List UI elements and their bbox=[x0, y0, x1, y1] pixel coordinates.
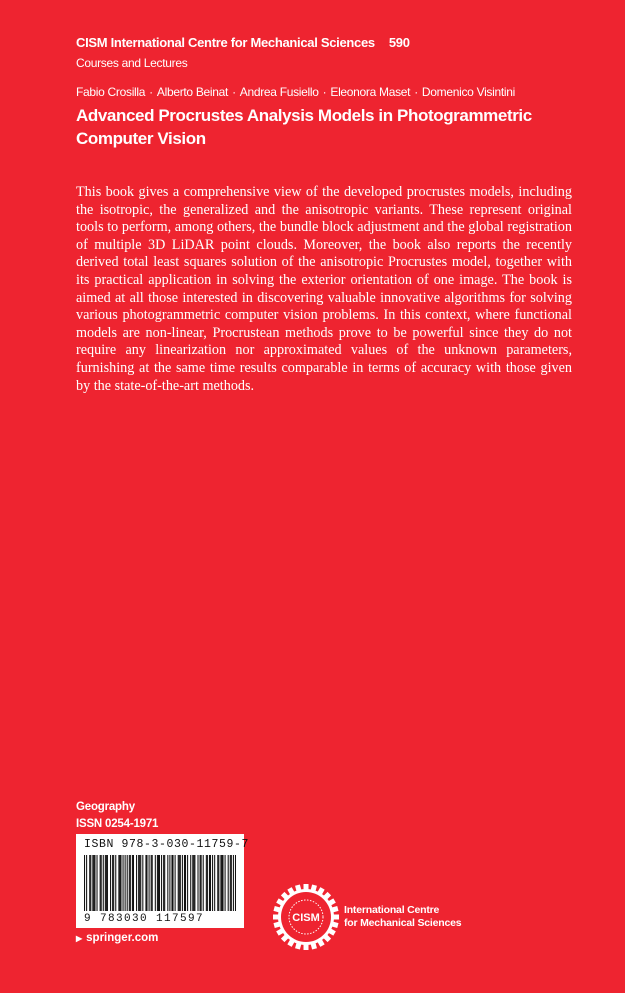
logo-text: CISM bbox=[292, 912, 320, 924]
barcode-bar bbox=[210, 855, 211, 911]
barcode-bar bbox=[96, 855, 97, 911]
barcode-bar bbox=[184, 855, 185, 911]
barcode-bar bbox=[157, 855, 158, 911]
barcode-bar bbox=[125, 855, 126, 911]
barcode-bar bbox=[92, 855, 93, 911]
author-separator: · bbox=[414, 85, 418, 99]
barcode-bar bbox=[187, 855, 188, 911]
barcode-bar bbox=[201, 855, 202, 911]
barcode-bar bbox=[84, 855, 85, 911]
barcode-bar bbox=[161, 855, 162, 911]
author-separator: · bbox=[322, 85, 327, 99]
author-list bbox=[76, 85, 515, 99]
barcode-bar bbox=[164, 855, 165, 911]
barcode-bar bbox=[145, 855, 146, 911]
barcode-bar bbox=[138, 855, 139, 911]
barcode-bar bbox=[206, 855, 207, 911]
barcode-bar bbox=[106, 855, 107, 911]
author: Domenico Visintini bbox=[421, 85, 516, 99]
barcode-bar bbox=[169, 855, 170, 911]
barcode-bar bbox=[214, 855, 215, 911]
barcode-bar bbox=[132, 855, 133, 911]
book-title: Advanced Procrustes Analysis Models in Photogrammetric Computer Vision bbox=[76, 106, 532, 148]
author-separator: · bbox=[232, 85, 236, 99]
series-name: CISM International Centre for Mechanical Sciences bbox=[76, 35, 375, 50]
barcode-bar bbox=[167, 855, 168, 911]
barcode-bar bbox=[129, 855, 130, 911]
barcode-bar bbox=[119, 855, 120, 911]
author-separator: · bbox=[149, 85, 153, 99]
barcode-bar bbox=[231, 855, 232, 911]
barcode-bar bbox=[209, 855, 210, 911]
barcode-bar bbox=[113, 855, 114, 911]
series-title bbox=[76, 35, 410, 50]
barcode-bar bbox=[127, 855, 128, 911]
website-label: springer.com bbox=[86, 932, 159, 944]
barcode-bar bbox=[89, 855, 90, 911]
barcode-bar bbox=[220, 855, 221, 911]
arrow-right-icon: ▶ bbox=[76, 934, 83, 943]
barcode-bar bbox=[182, 855, 183, 911]
barcode-bar bbox=[120, 855, 121, 911]
barcode-bar bbox=[203, 855, 204, 911]
barcode-bar bbox=[136, 855, 137, 911]
barcode-bar bbox=[175, 855, 176, 911]
barcode-bar bbox=[142, 855, 143, 911]
barcode-bar bbox=[146, 855, 147, 911]
barcode-bar bbox=[115, 855, 116, 911]
barcode-bar bbox=[159, 855, 160, 911]
barcode-bar bbox=[185, 855, 186, 911]
publisher-name bbox=[344, 904, 461, 930]
author: Eleonora Maset bbox=[330, 85, 411, 99]
barcode-digits: 9 783030 117597 bbox=[84, 913, 205, 925]
barcode-bar bbox=[200, 855, 201, 911]
barcode-bar bbox=[212, 855, 213, 911]
barcode-bar bbox=[193, 855, 194, 911]
barcode-bar bbox=[152, 855, 153, 911]
barcode-bar bbox=[105, 855, 106, 911]
barcode-bar bbox=[221, 855, 222, 911]
barcode-bar bbox=[179, 855, 180, 911]
barcode-bar bbox=[123, 855, 124, 911]
barcode-bar bbox=[228, 855, 229, 911]
barcode-bar bbox=[172, 855, 173, 911]
issn-number: ISSN 0254-1971 bbox=[76, 818, 159, 830]
barcode-bar bbox=[151, 855, 152, 911]
barcode-bar bbox=[207, 855, 208, 911]
cism-logo-icon bbox=[272, 883, 340, 951]
barcode-bar bbox=[163, 855, 164, 911]
barcode-bar bbox=[90, 855, 91, 911]
barcode-bar bbox=[107, 855, 108, 911]
barcode-bar bbox=[192, 855, 193, 911]
publisher-website[interactable] bbox=[76, 932, 158, 944]
barcode-bar bbox=[217, 855, 218, 911]
barcode-bar bbox=[233, 855, 234, 911]
barcode-bar bbox=[155, 855, 156, 911]
author: Andrea Fusiello bbox=[239, 85, 319, 99]
subseries-title: Courses and Lectures bbox=[76, 56, 188, 70]
barcode-bar bbox=[180, 855, 181, 911]
barcode-bar bbox=[171, 855, 172, 911]
barcode-bar bbox=[222, 855, 223, 911]
barcode-icon bbox=[84, 855, 236, 911]
barcode-bar bbox=[118, 855, 119, 911]
barcode-bar bbox=[130, 855, 131, 911]
barcode-bar bbox=[218, 855, 219, 911]
barcode-bar bbox=[235, 855, 236, 911]
publisher-name-line: International Centre bbox=[344, 904, 440, 916]
barcode-bar bbox=[149, 855, 150, 911]
subject-category: Geography bbox=[76, 801, 135, 813]
barcode-bar bbox=[178, 855, 179, 911]
barcode-bar bbox=[103, 855, 104, 911]
series-number: 590 bbox=[388, 35, 410, 50]
barcode-bar bbox=[86, 855, 87, 911]
barcode-bar bbox=[190, 855, 191, 911]
barcode-bar bbox=[133, 855, 134, 911]
barcode-bar bbox=[110, 855, 111, 911]
barcode-bar bbox=[101, 855, 102, 911]
barcode-bar bbox=[94, 855, 95, 911]
barcode-bar bbox=[100, 855, 101, 911]
author: Alberto Beinat bbox=[156, 85, 229, 99]
barcode-bar bbox=[93, 855, 94, 911]
publisher-name-line: for Mechanical Sciences bbox=[344, 917, 462, 929]
barcode-bar bbox=[230, 855, 231, 911]
barcode-bar bbox=[140, 855, 141, 911]
book-description: This book gives a comprehensive view of the developed procrustes models, including the isotropic, the generalized and the anisotropic variants. These represent original tools to perform, among others, the bundle block adjustment and the global registration of multiple 3D LiDAR point clouds. Moreover, the book also reports the recently derived total least squares solution of the anisotropic Procrustes model, together with its practical application in solving the exterior orientation of one image. The book is aimed at all those interested in discovering valuable innovative algorithms for solving various photogrammetric computer vision problems. In this context, where functional models are non-linear, Procrustean methods prove to be powerful since they do not require any linearization nor approximated values of the unknown parameters, furnishing at the same time results comparable in terms of accuracy with those given by the state-of-the-art methods. bbox=[76, 184, 572, 394]
barcode-bar bbox=[112, 855, 113, 911]
barcode-bar bbox=[194, 855, 195, 911]
barcode-bar bbox=[139, 855, 140, 911]
isbn-number: ISBN 978-3-030-11759-7 bbox=[84, 838, 250, 851]
barcode-bar bbox=[158, 855, 159, 911]
barcode-bar bbox=[197, 855, 198, 911]
barcode-bar bbox=[225, 855, 226, 911]
author: Fabio Crosilla bbox=[76, 85, 146, 99]
